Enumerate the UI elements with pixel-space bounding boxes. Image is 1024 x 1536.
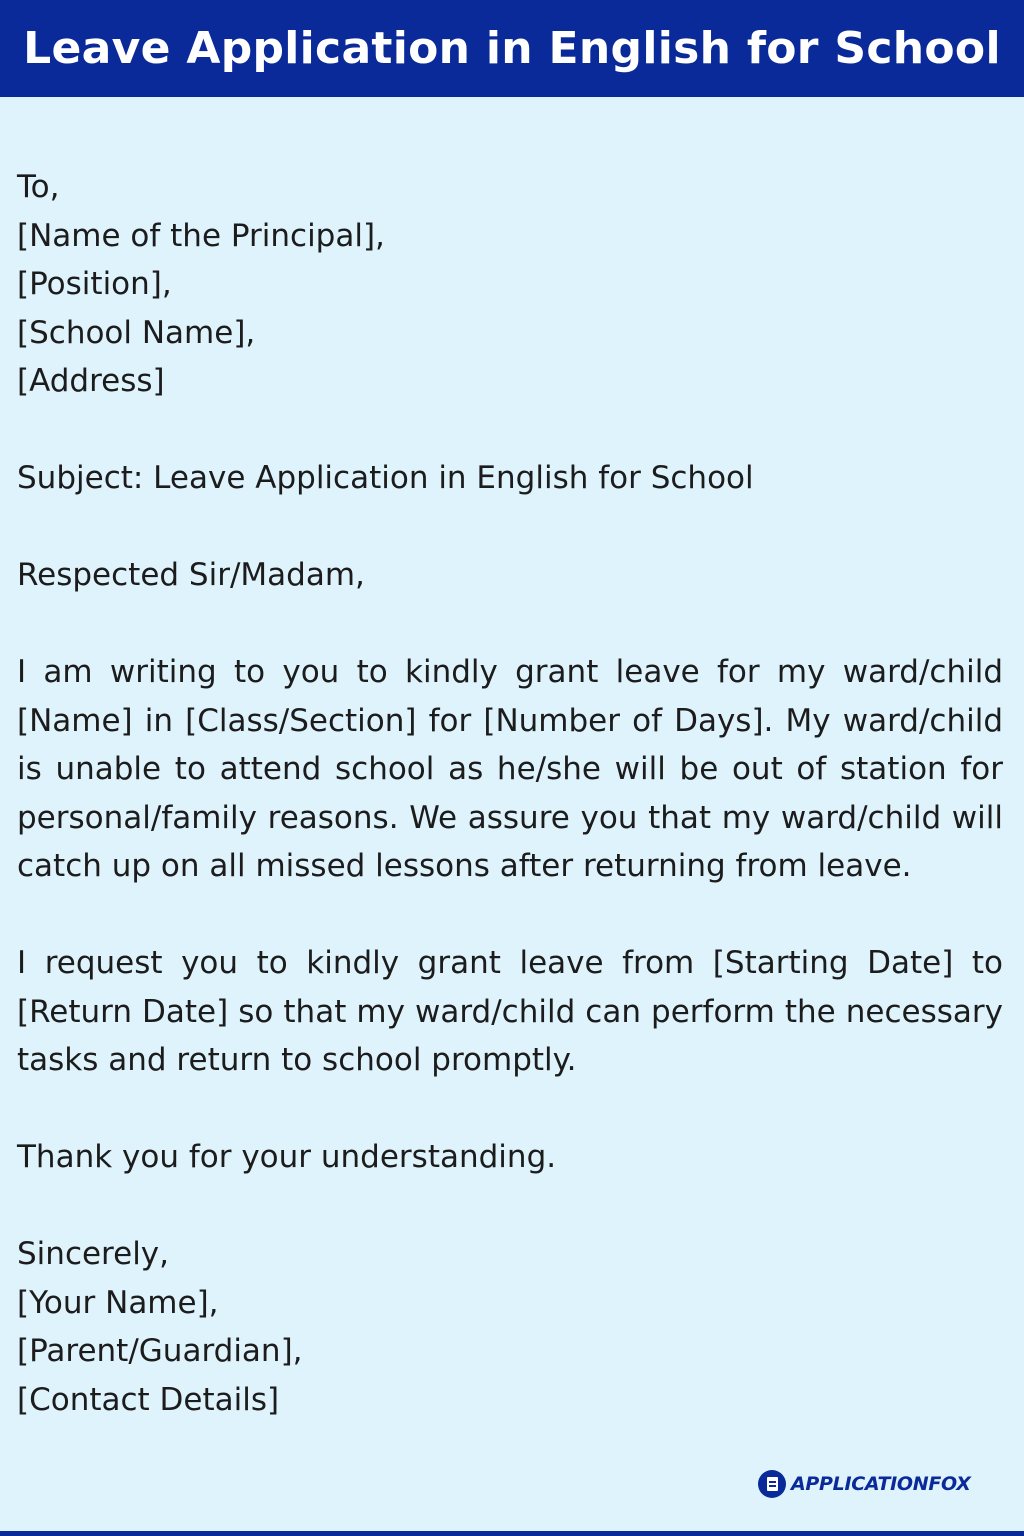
page-title: Leave Application in English for School <box>23 23 1001 74</box>
body-paragraph-1: I am writing to you to kindly grant leave for my ward/child [Name] in [Class/Section] for [Number of Days]. My ward/child is unable to attend school as he/she will be out of station for personal/family reasons. We assure you that my ward/child will catch up on all missed lessons after returning from leave. <box>17 654 1003 884</box>
document-icon <box>758 1470 786 1498</box>
recipient-address: [Address] <box>17 363 165 399</box>
bottom-border <box>0 1531 1024 1536</box>
brand-name: APPLICATIONFOX <box>791 1473 971 1495</box>
thanks-line: Thank you for your understanding. <box>17 1139 557 1175</box>
signature-role: [Parent/Guardian], <box>17 1333 303 1369</box>
signature-contact: [Contact Details] <box>17 1381 280 1418</box>
recipient-position: [Position], <box>17 266 172 302</box>
body-paragraph-2: I request you to kindly grant leave from [Starting Date] to [Return Date] so that my ward/child can perform the necessary tasks and return to school promptly. <box>17 945 1003 1078</box>
letter-body <box>17 163 1003 1424</box>
recipient-school: [School Name], <box>17 314 256 351</box>
recipient-principal: [Name of the Principal], <box>17 217 385 254</box>
title-banner <box>0 0 1024 97</box>
brand-logo <box>758 1468 971 1500</box>
closing: Sincerely, <box>17 1236 170 1272</box>
signature-name: [Your Name], <box>17 1284 219 1321</box>
salutation: Respected Sir/Madam, <box>17 557 365 593</box>
recipient-to: To, <box>17 169 60 205</box>
subject-line: Subject: Leave Application in English for School <box>17 460 754 496</box>
